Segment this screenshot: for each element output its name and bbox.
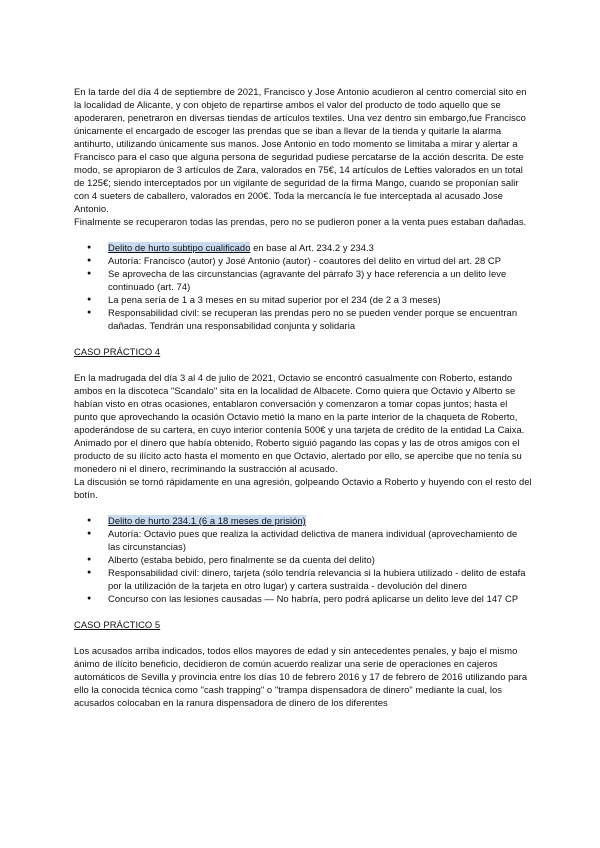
case3-finally: Finalmente se recuperaron todas las prendas, pero no se pudieron poner a la venta pues estaban dañadas. [74,216,527,227]
case4-heading: CASO PRÁCTICO 4 [74,346,161,357]
case3-paragraph: En la tarde del día 4 de septiembre de 2021, Francisco y Jose Antonio acudieron al centro comercial sito en la localidad de Alicante, y con objeto de repartirse ambos el valor del producto de todo aquello que se apoderaren, penetraron en diversas tiendas de artículos textiles. Una vez dentro sin embargo,fue Francisco únicamente el encargado de escoger las prendas que se iban a llevar de la tienda y quitarle la alarma antihurto, utilizando únicamente sus manos. Jose Antonio en todo momento se limitaba a mirar y alertar a Francisco para el caso que alguna persona de seguridad pudiese percatarse de la acción descrita. De este modo, se apropiaron de 3 artículos de Zara, valorados en 75€, 14 artículos de Lefties valorados en un total de 125€; siendo interceptados por un vigilante de seguridad de la firma Mango, cuando se proponían salir con 4 sueters de caballero, valorados en 200€. Toda la mercancía le fue interceptada al acusado Jose Antonio. [74,86,527,214]
list-item: ● Responsabilidad civil: dinero, tarjeta (sólo tendría relevancia si la hubiera utilizado - delito de estafa por la utilización de la tarjeta en otro lugar) y cartera sustraída - devolución del dinero [74,566,532,592]
case4-paragraph-1: En la madrugada del día 3 al 4 de julio de 2021, Octavio se encontró casualmente con Roberto, estando ambos en la discoteca "Scandalo" sita en la localidad de Albacete. Como quiera que Octavio y Alberto se habían visto en otras ocasiones, entablaron conversación y comenzaron a tomar copas juntos; hasta el punto que aprovechando la ocasión Octavio metió la mano en la parte interior de la chaqueta de Roberto, apoderándose de su cartera, en cuyo interior contenía 500€ y una tarjeta de crédito de la entidad La Caixa. [74,372,525,435]
list-item: ● Concurso con las lesiones causadas — No habría, pero podrá aplicarse un delito leve del 147 CP [74,592,532,605]
list-item: ● Se aprovecha de las circunstancias (agravante del párrafo 3) y hace referencia a un delito leve continuado (art. 74) [74,267,532,293]
list-item [74,514,532,527]
case4-paragraph-2: Animado por el dinero que había obtenido, Roberto siguió pagando las copas y las de otros amigos con el producto de su ilícito acto hasta el momento en que Octavio, alertado por ello, se apercibe que no tenía su monedero ni el dinero, recriminando la sustracción al acusado. [74,437,522,474]
list-item: ● La pena sería de 1 a 3 meses en su mitad superior por el 234 (de 2 a 3 meses) [74,293,532,306]
highlighted-text: Delito de hurto subtipo cualificado [108,242,251,253]
case3-bullet-list [74,241,532,332]
list-item: ● Responsabilidad civil: se recuperan las prendas pero no se pueden vender porque se encuentran dañadas. Tendrán una responsabilidad conjunta y solidaria [74,306,532,332]
case5-paragraph-1: Los acusados arriba indicados, todos ellos mayores de edad y sin antecedentes penales, y bajo el mismo ánimo de ilícito beneficio, decidieron de común acuerdo realizar una serie de operaciones en cajeros automáticos de Sevilla y provincia entre los días 10 de febrero 2016 y 17 de febrero de 2016 utilizando para ello la conocida técnica como "cash trapping" o "trampa dispensadora de dinero" mediante la cual, los acusados colocaban en la ranura dispensadora de dinero de los diferentes [74,645,528,708]
highlighted-text: Delito de hurto 234.1 (6 a 18 meses de prisión) [108,515,306,526]
list-item: ● Autoría: Octavio pues que realiza la actividad delictiva de manera individual (aprovechamiento de las circunstancias) [74,527,532,553]
case5-heading: CASO PRÁCTICO 5 [74,619,161,630]
document-body [74,85,532,709]
case4-paragraph-3: La discusión se tornó rápidamente en una agresión, golpeando Octavio a Roberto y huyendo con el resto del botín. [74,476,532,500]
case4-bullet-list [74,514,532,605]
list-item: ● Alberto (estaba bebido, pero finalmente se da cuenta del delito) [74,553,532,566]
list-item: ● Delito de hurto subtipo cualificado en base al Art. 234.2 y 234.3 [74,241,532,254]
list-item: ● Autoría: Francisco (autor) y José Antonio (autor) - coautores del delito en virtud del art. 28 CP [74,254,532,267]
